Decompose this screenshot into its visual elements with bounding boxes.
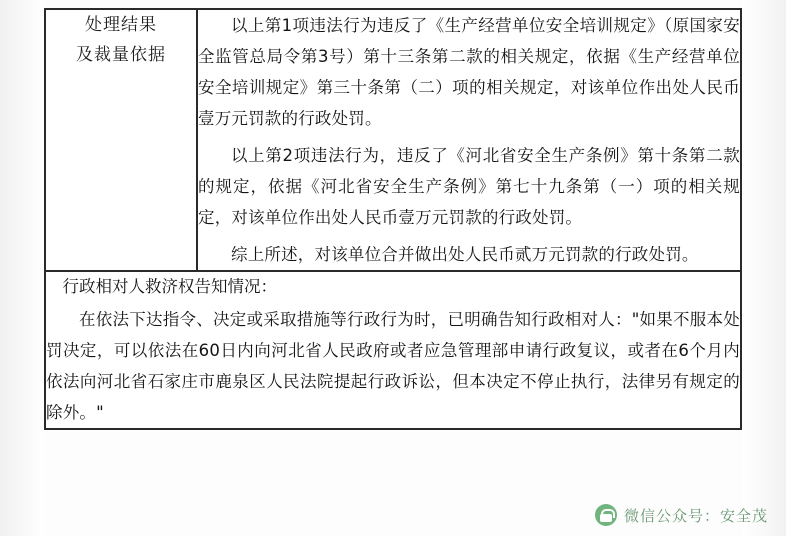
result-paragraph-3: 综上所述，对该单位合并做出处人民币贰万元罚款的行政处罚。 [231, 245, 699, 264]
result-paragraph-1: 以上第1项违法行为违反了《生产经营单位安全培训规定》（原国家安全监管总局令第3号）第十三条第二款的相关规定，依据《生产经营单位安全培训规定》第三十条第（二）项的相关规定，对该单位作出处人民币壹万元罚款的行政处罚。 [198, 16, 740, 128]
result-paragraph-2: 以上第2项违法行为，违反了《河北省安全生产条例》第十条第二款的规定，依据《河北省安全生产条例》第七十九条第（一）项的相关规定，对该单位作出处人民币壹万元罚款的行政处罚。 [198, 146, 740, 227]
notice-body: 在依法下达指令、决定或采取措施等行政行为时，已明确告知行政相对人："如果不服本处罚决定，可以依法在60日内向河北省人民政府或者应急管理部申请行政复议，或者在6个月内依法向河北省石家庄市鹿泉区人民法院提起行政诉讼，但本决定不停止执行，法律另有规定的除外。" [46, 310, 740, 422]
row-content-notice [45, 271, 741, 429]
row-label-line-2: 及裁量依据 [76, 45, 166, 65]
page-left-margin [0, 0, 44, 536]
row-label-line-1: 处理结果 [85, 15, 157, 35]
row-content-result [197, 9, 741, 271]
penalty-decision-table [44, 8, 742, 430]
shield-badge-icon [595, 504, 617, 526]
page-right-margin [742, 0, 786, 536]
row-label-result [45, 9, 197, 271]
watermark [595, 504, 768, 526]
table-row-result [45, 9, 741, 271]
notice-title: 行政相对人救济权告知情况： [62, 277, 277, 296]
table-row-notice [45, 271, 741, 429]
watermark-text: 微信公众号：安全茂 [623, 506, 768, 525]
